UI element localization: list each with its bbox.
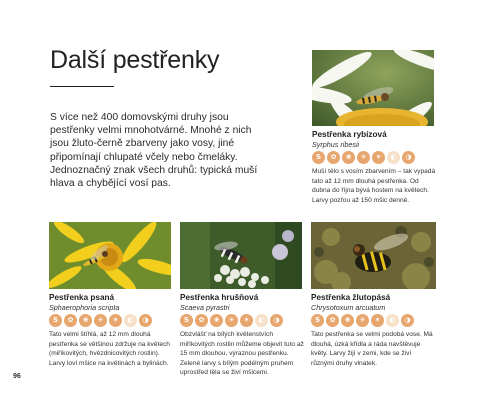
meadow-icon: ✳	[356, 314, 369, 327]
sun-icon: ✶	[240, 314, 253, 327]
habitat-icons	[311, 314, 436, 327]
flower-icon: ✿	[327, 151, 340, 164]
photo-syrphus-ribesii	[312, 50, 434, 126]
garden-icon: ◐	[386, 314, 399, 327]
habitat-icons	[180, 314, 304, 327]
species-latin-name: Sphaerophoria scripta	[49, 303, 120, 312]
species-latin-name: Syrphus ribesii	[312, 140, 360, 149]
species-name: Pestřenka psaná	[49, 293, 115, 302]
species-latin-name: Chrysotoxum arcuatum	[311, 303, 386, 312]
species-name: Pestřenka rybízová	[312, 130, 387, 139]
species-description: Muší tělo s vosím zbarvením – tak vypadá tato až 12 mm dlouhá pestřenka. Od dubna do října bývá hostem na květech. Larvy pozřou až 150 mšic denně.	[312, 168, 436, 204]
meadow-icon: ✳	[225, 314, 238, 327]
habitat-icons	[49, 314, 173, 327]
blossom-icon: ❀	[342, 151, 355, 164]
sun-icon: ✶	[372, 151, 385, 164]
flower-icon: ✿	[195, 314, 208, 327]
garden-icon: ◐	[255, 314, 268, 327]
species-description: Tato pestřenka se velmi podobá vose. Má dlouhá, úzká křídla a ráda navštěvuje květy. Larvy žijí v zemi, kde se živí různými druhy vlnatek.	[311, 331, 433, 367]
species-latin-name: Scaeva pyrastri	[180, 303, 230, 312]
forest-icon: ◑	[139, 314, 152, 327]
title-underline	[50, 86, 114, 87]
blossom-icon: ❀	[341, 314, 354, 327]
species-card-scaeva-pyrastri	[180, 293, 304, 378]
intro-paragraph: S více než 400 domovskými druhy jsou pestřenky velmi mnohotvárné. Mnohé z nich jsou žluto-černě zbarveny jako vosy, jiné připomínají chlupaté včely nebo čmeláky. Jednoznačný znak všech druhů: typická muší hlava a chybějící vosí pas.	[50, 112, 258, 190]
photo-scaeva-pyrastri	[180, 222, 302, 289]
flower-icon: ✿	[64, 314, 77, 327]
garden-icon: ◐	[124, 314, 137, 327]
species-description: Obzvlášť na bílých květenstvích miříkovitých rostlin můžeme objevit tuto až 15 mm dlouhou, výraznou pestřenku. Zelené larvy s bílým podélným pruhem uprostřed těla se živí mšicemi.	[180, 331, 304, 377]
forest-icon: ◑	[270, 314, 283, 327]
species-description: Tato velmi štíhlá, až 12 mm dlouhá pestřenka se většinou zdržuje na květech (miříkovitých, hvězdnicovitých rostlin). Larvy loví mšice na květinách a bylinách.	[49, 331, 170, 367]
species-name: Pestřenka hrušňová	[180, 293, 259, 302]
garden-icon: ◐	[387, 151, 400, 164]
species-card-chrysotoxum-arcuatum	[311, 293, 436, 368]
species-card-sphaerophoria-scripta	[49, 293, 173, 368]
flower-icon: ✿	[326, 314, 339, 327]
habitat-icons	[312, 151, 437, 164]
forest-icon: ◑	[402, 151, 415, 164]
species-name: Pestřenka žlutopásá	[311, 293, 391, 302]
size-icon: S	[311, 314, 324, 327]
size-icon: S	[312, 151, 325, 164]
photo-sphaerophoria-scripta	[49, 222, 171, 289]
size-icon: S	[49, 314, 62, 327]
species-card-syrphus-ribesii	[312, 130, 437, 205]
meadow-icon: ✳	[357, 151, 370, 164]
page-title: Další pestřenky	[50, 46, 220, 74]
sun-icon: ✶	[109, 314, 122, 327]
sun-icon: ✶	[371, 314, 384, 327]
forest-icon: ◑	[401, 314, 414, 327]
page-number: 96	[13, 373, 21, 380]
meadow-icon: ✳	[94, 314, 107, 327]
blossom-icon: ❀	[79, 314, 92, 327]
size-icon: S	[180, 314, 193, 327]
blossom-icon: ❀	[210, 314, 223, 327]
photo-chrysotoxum-arcuatum	[311, 222, 436, 289]
